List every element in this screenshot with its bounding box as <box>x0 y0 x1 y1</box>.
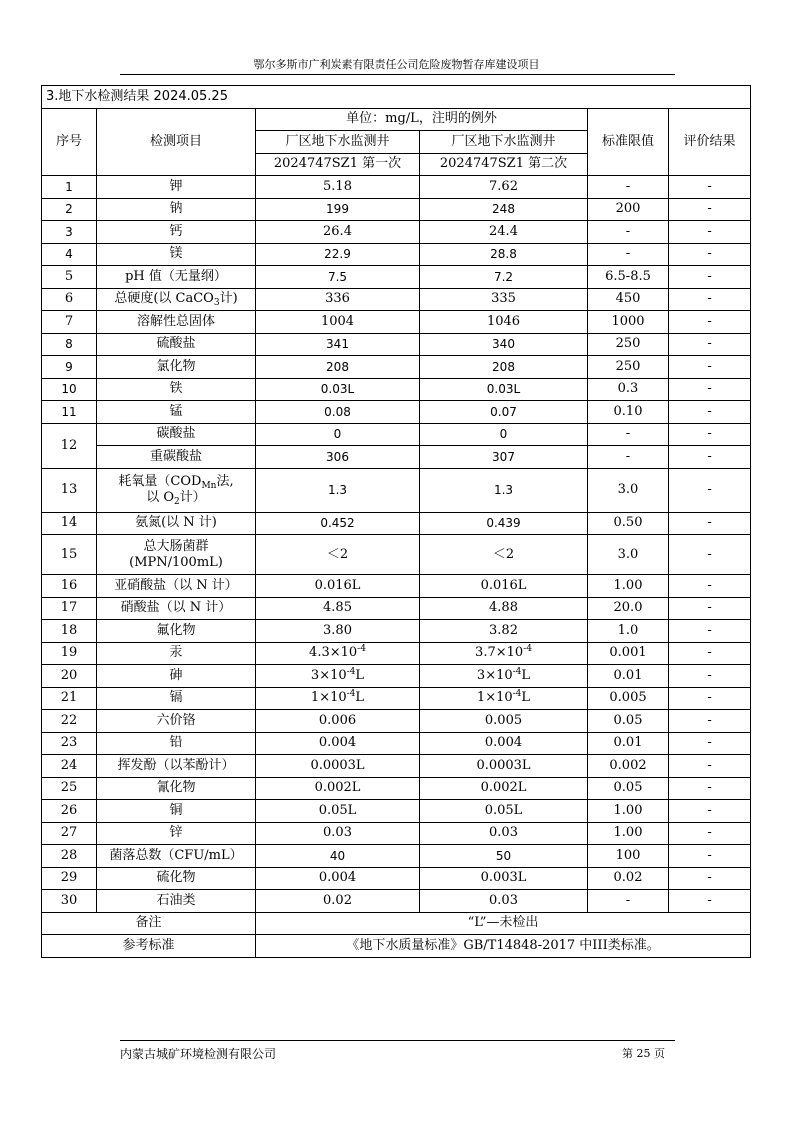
row-value-2: 0.005 <box>420 710 588 733</box>
row-number: 21 <box>42 687 97 710</box>
remark-label: 备注 <box>42 912 256 935</box>
row-number: 6 <box>42 288 97 311</box>
row-value-2: 0.439 <box>420 512 588 535</box>
row-item: 溶解性总固体 <box>97 311 256 334</box>
row-item: 镉 <box>97 687 256 710</box>
col-header-item: 检测项目 <box>97 108 256 176</box>
reference-row <box>42 935 751 958</box>
row-item-subscript: Mn <box>201 481 217 491</box>
row-eval: - <box>669 845 751 868</box>
value-exponent: -4 <box>523 644 532 655</box>
row-item: 钠 <box>97 198 256 221</box>
row-value-1: 0 <box>256 423 420 446</box>
row-limit: 6.5-8.5 <box>588 266 669 289</box>
row-item-part: 以 O <box>146 490 175 505</box>
row-limit: 1.00 <box>588 800 669 823</box>
row-number: 4 <box>42 243 97 266</box>
table-row <box>42 535 751 575</box>
row-eval: - <box>669 266 751 289</box>
row-item-subscript: 2 <box>174 497 180 507</box>
col-header-seq: 序号 <box>42 108 97 176</box>
row-item-part: 计） <box>179 490 206 505</box>
row-eval: - <box>669 176 751 199</box>
row-limit: 3.0 <box>588 535 669 575</box>
row-value-1: 1004 <box>256 311 420 334</box>
table-row <box>42 890 751 913</box>
row-item-part: 总硬度(以 CaCO <box>114 291 214 307</box>
row-number: 3 <box>42 221 97 244</box>
table-row <box>42 446 751 469</box>
row-eval: - <box>669 800 751 823</box>
row-eval: - <box>669 535 751 575</box>
row-item: 镁 <box>97 243 256 266</box>
row-eval: - <box>669 468 751 512</box>
row-value-1: 22.9 <box>256 243 420 266</box>
header-row <box>42 108 751 131</box>
row-item <box>97 535 256 575</box>
col-header-well2-line1: 厂区地下水监测井 <box>420 131 588 154</box>
row-value-1: 0.02 <box>256 890 420 913</box>
value-base: 3.7×10 <box>475 645 524 661</box>
row-value-2: 0.03 <box>420 890 588 913</box>
row-value-1: 0.08 <box>256 401 420 424</box>
row-value-1: ＜2 <box>256 535 420 575</box>
row-value-1: 341 <box>256 333 420 356</box>
row-number: 29 <box>42 867 97 890</box>
row-value-2: 7.62 <box>420 176 588 199</box>
table-row <box>42 687 751 710</box>
row-value-1 <box>256 687 420 710</box>
row-value-2: 0.004 <box>420 732 588 755</box>
row-value-2: 0.002L <box>420 777 588 800</box>
value-exponent: -4 <box>357 644 366 655</box>
row-eval: - <box>669 356 751 379</box>
row-value-2: 1.3 <box>420 468 588 512</box>
table-row <box>42 243 751 266</box>
table-row <box>42 800 751 823</box>
row-number: 5 <box>42 266 97 289</box>
row-number: 14 <box>42 512 97 535</box>
row-limit: - <box>588 221 669 244</box>
row-limit: - <box>588 176 669 199</box>
row-value-1: 0.05L <box>256 800 420 823</box>
row-number: 24 <box>42 755 97 778</box>
row-number: 17 <box>42 597 97 620</box>
row-value-1 <box>256 642 420 665</box>
row-item: 重碳酸盐 <box>97 446 256 469</box>
row-number: 2 <box>42 198 97 221</box>
row-value-2: 248 <box>420 198 588 221</box>
row-eval: - <box>669 755 751 778</box>
row-number: 28 <box>42 845 97 868</box>
row-value-2 <box>420 642 588 665</box>
row-eval: - <box>669 822 751 845</box>
row-item-subscript: 3 <box>213 298 220 309</box>
row-limit: 0.05 <box>588 777 669 800</box>
row-number: 18 <box>42 620 97 643</box>
row-number: 22 <box>42 710 97 733</box>
row-value-1: 3.80 <box>256 620 420 643</box>
value-base: 3×10 <box>476 667 513 683</box>
row-value-1: 0.002L <box>256 777 420 800</box>
value-base: 1×10 <box>310 690 347 706</box>
table-row <box>42 710 751 733</box>
row-number: 9 <box>42 356 97 379</box>
row-value-2: 0 <box>420 423 588 446</box>
table-title: 3.地下水检测结果 2024.05.25 <box>42 86 751 109</box>
row-eval: - <box>669 311 751 334</box>
row-limit: 1.00 <box>588 822 669 845</box>
row-limit: 0.01 <box>588 732 669 755</box>
row-value-2: 24.4 <box>420 221 588 244</box>
table-row <box>42 512 751 535</box>
row-value-2: 7.2 <box>420 266 588 289</box>
row-item: 锰 <box>97 401 256 424</box>
row-item-part: 计) <box>219 291 238 307</box>
table-row <box>42 311 751 334</box>
row-value-1: 5.18 <box>256 176 420 199</box>
row-value-1: 0.03 <box>256 822 420 845</box>
row-number: 23 <box>42 732 97 755</box>
row-limit: 200 <box>588 198 669 221</box>
row-number: 11 <box>42 401 97 424</box>
value-exponent: -4 <box>346 666 356 677</box>
row-value-1: 0.0003L <box>256 755 420 778</box>
row-item: 碳酸盐 <box>97 423 256 446</box>
row-value-2 <box>420 665 588 688</box>
row-eval: - <box>669 333 751 356</box>
reference-label: 参考标准 <box>42 935 256 958</box>
row-eval: - <box>669 446 751 469</box>
row-value-2: 28.8 <box>420 243 588 266</box>
row-value-2: 0.03 <box>420 822 588 845</box>
row-item <box>97 468 256 512</box>
value-suffix: L <box>521 690 531 706</box>
row-eval: - <box>669 378 751 401</box>
row-value-2: 0.016L <box>420 575 588 598</box>
table-row <box>42 176 751 199</box>
row-number: 20 <box>42 665 97 688</box>
row-limit: 0.10 <box>588 401 669 424</box>
row-limit: 0.002 <box>588 755 669 778</box>
row-value-2: 4.88 <box>420 597 588 620</box>
row-value-2: 3.82 <box>420 620 588 643</box>
remark-row <box>42 912 751 935</box>
row-limit: 3.0 <box>588 468 669 512</box>
col-header-well2-line2: 2024747SZ1 第二次 <box>420 153 588 176</box>
row-value-2: 340 <box>420 333 588 356</box>
row-item: 氟化物 <box>97 620 256 643</box>
value-suffix: L <box>355 690 365 706</box>
col-header-limit: 标准限值 <box>588 108 669 176</box>
row-limit: - <box>588 243 669 266</box>
row-item: pH 值（无量纲） <box>97 266 256 289</box>
row-value-1: 199 <box>256 198 420 221</box>
table-row <box>42 597 751 620</box>
row-value-1: 0.452 <box>256 512 420 535</box>
row-value-1: 0.016L <box>256 575 420 598</box>
row-item: 铜 <box>97 800 256 823</box>
row-value-1: 1.3 <box>256 468 420 512</box>
row-item: 硫酸盐 <box>97 333 256 356</box>
row-number: 19 <box>42 642 97 665</box>
row-limit: 0.50 <box>588 512 669 535</box>
table-row <box>42 333 751 356</box>
row-limit: 0.02 <box>588 867 669 890</box>
row-value-2: 50 <box>420 845 588 868</box>
row-number: 15 <box>42 535 97 575</box>
row-item: 菌落总数（CFU/mL） <box>97 845 256 868</box>
row-eval: - <box>669 401 751 424</box>
row-eval: - <box>669 288 751 311</box>
table-row <box>42 356 751 379</box>
value-exponent: -4 <box>346 689 356 700</box>
row-item: 六价铬 <box>97 710 256 733</box>
table-row <box>42 822 751 845</box>
row-item-part: 法, <box>216 474 234 489</box>
row-eval: - <box>669 732 751 755</box>
row-value-2: 0.003L <box>420 867 588 890</box>
table-row <box>42 845 751 868</box>
remark-value: “L”—未检出 <box>256 912 751 935</box>
row-eval: - <box>669 867 751 890</box>
footer-divider <box>120 1040 675 1041</box>
row-eval: - <box>669 575 751 598</box>
row-eval: - <box>669 243 751 266</box>
value-base: 3×10 <box>310 667 347 683</box>
table-row <box>42 468 751 512</box>
row-item: 硫化物 <box>97 867 256 890</box>
row-value-1: 208 <box>256 356 420 379</box>
row-limit: 0.001 <box>588 642 669 665</box>
row-value-1: 40 <box>256 845 420 868</box>
row-item: 氯化物 <box>97 356 256 379</box>
row-eval: - <box>669 687 751 710</box>
row-item: 砷 <box>97 665 256 688</box>
table-row <box>42 777 751 800</box>
row-limit: 1000 <box>588 311 669 334</box>
table-row <box>42 732 751 755</box>
row-eval: - <box>669 512 751 535</box>
row-eval: - <box>669 423 751 446</box>
table-row <box>42 620 751 643</box>
reference-value: 《地下水质量标准》GB/T14848-2017 中III类标准。 <box>256 935 751 958</box>
row-eval: - <box>669 710 751 733</box>
row-number: 26 <box>42 800 97 823</box>
row-eval: - <box>669 620 751 643</box>
row-item: 钙 <box>97 221 256 244</box>
row-item: 钾 <box>97 176 256 199</box>
row-eval: - <box>669 597 751 620</box>
row-value-1: 306 <box>256 446 420 469</box>
value-suffix: L <box>355 667 365 683</box>
row-limit: - <box>588 446 669 469</box>
row-limit: 0.005 <box>588 687 669 710</box>
row-item-part: (MPN/100mL) <box>129 554 223 570</box>
row-limit: 20.0 <box>588 597 669 620</box>
row-value-2: 307 <box>420 446 588 469</box>
row-number: 10 <box>42 378 97 401</box>
col-header-well1-line1: 厂区地下水监测井 <box>256 131 420 154</box>
row-value-1: 7.5 <box>256 266 420 289</box>
row-value-1: 4.85 <box>256 597 420 620</box>
value-suffix: L <box>521 667 531 683</box>
row-item: 氰化物 <box>97 777 256 800</box>
row-value-2: 208 <box>420 356 588 379</box>
row-item <box>97 288 256 311</box>
row-eval: - <box>669 221 751 244</box>
value-exponent: -4 <box>512 666 522 677</box>
header-divider <box>120 74 675 75</box>
row-value-2: 0.0003L <box>420 755 588 778</box>
col-header-eval: 评价结果 <box>669 108 751 176</box>
value-exponent: -4 <box>512 689 522 700</box>
row-value-1: 0.004 <box>256 732 420 755</box>
row-value-1: 0.004 <box>256 867 420 890</box>
row-item: 锌 <box>97 822 256 845</box>
row-item: 汞 <box>97 642 256 665</box>
table-row <box>42 423 751 446</box>
value-base: 4.3×10 <box>309 645 358 661</box>
table-title-row <box>42 86 751 109</box>
row-item-part: 耗氧量（COD <box>118 474 202 489</box>
unit-note: 单位：mg/L，注明的例外 <box>256 108 588 131</box>
row-value-2: 0.07 <box>420 401 588 424</box>
row-value-2: ＜2 <box>420 535 588 575</box>
row-limit: - <box>588 423 669 446</box>
row-limit: 0.01 <box>588 665 669 688</box>
row-value-2: 1046 <box>420 311 588 334</box>
footer-company: 内蒙古城矿环境检测有限公司 <box>120 1047 277 1061</box>
row-number: 1 <box>42 176 97 199</box>
row-number: 7 <box>42 311 97 334</box>
row-number: 25 <box>42 777 97 800</box>
row-limit: 250 <box>588 333 669 356</box>
table-row <box>42 642 751 665</box>
row-limit: 100 <box>588 845 669 868</box>
row-value-2 <box>420 687 588 710</box>
row-item: 铅 <box>97 732 256 755</box>
table-row <box>42 665 751 688</box>
row-limit: - <box>588 890 669 913</box>
col-header-well1-line2: 2024747SZ1 第一次 <box>256 153 420 176</box>
row-eval: - <box>669 665 751 688</box>
row-value-1: 0.03L <box>256 378 420 401</box>
table-row <box>42 198 751 221</box>
table-row <box>42 575 751 598</box>
page-header: 鄂尔多斯市广利炭素有限责任公司危险废物暂存库建设项目 <box>253 58 540 71</box>
row-value-2: 0.03L <box>420 378 588 401</box>
table-row <box>42 288 751 311</box>
table-row <box>42 755 751 778</box>
row-limit: 1.00 <box>588 575 669 598</box>
row-item: 挥发酚（以苯酚计） <box>97 755 256 778</box>
row-limit: 450 <box>588 288 669 311</box>
row-eval: - <box>669 890 751 913</box>
row-eval: - <box>669 642 751 665</box>
table-row <box>42 401 751 424</box>
row-limit: 1.0 <box>588 620 669 643</box>
row-item: 石油类 <box>97 890 256 913</box>
row-eval: - <box>669 198 751 221</box>
results-table <box>41 85 751 958</box>
row-limit: 250 <box>588 356 669 379</box>
row-item-part: 总大肠菌群 <box>143 538 209 554</box>
table-row <box>42 221 751 244</box>
row-number: 16 <box>42 575 97 598</box>
table-row <box>42 867 751 890</box>
row-item: 铁 <box>97 378 256 401</box>
row-eval: - <box>669 777 751 800</box>
row-value-2: 335 <box>420 288 588 311</box>
footer-page-number: 第 25 页 <box>622 1047 665 1060</box>
row-limit: 0.05 <box>588 710 669 733</box>
row-number: 8 <box>42 333 97 356</box>
row-value-1: 0.006 <box>256 710 420 733</box>
row-number: 27 <box>42 822 97 845</box>
row-item: 硝酸盐（以 N 计） <box>97 597 256 620</box>
row-value-1: 336 <box>256 288 420 311</box>
row-value-1: 26.4 <box>256 221 420 244</box>
value-base: 1×10 <box>476 690 513 706</box>
row-number: 30 <box>42 890 97 913</box>
row-value-1 <box>256 665 420 688</box>
row-number: 13 <box>42 468 97 512</box>
table-row <box>42 378 751 401</box>
row-limit: 0.3 <box>588 378 669 401</box>
table-row <box>42 266 751 289</box>
row-item: 亚硝酸盐（以 N 计） <box>97 575 256 598</box>
row-value-2: 0.05L <box>420 800 588 823</box>
row-number: 12 <box>42 423 97 468</box>
row-item: 氨氮(以 N 计) <box>97 512 256 535</box>
